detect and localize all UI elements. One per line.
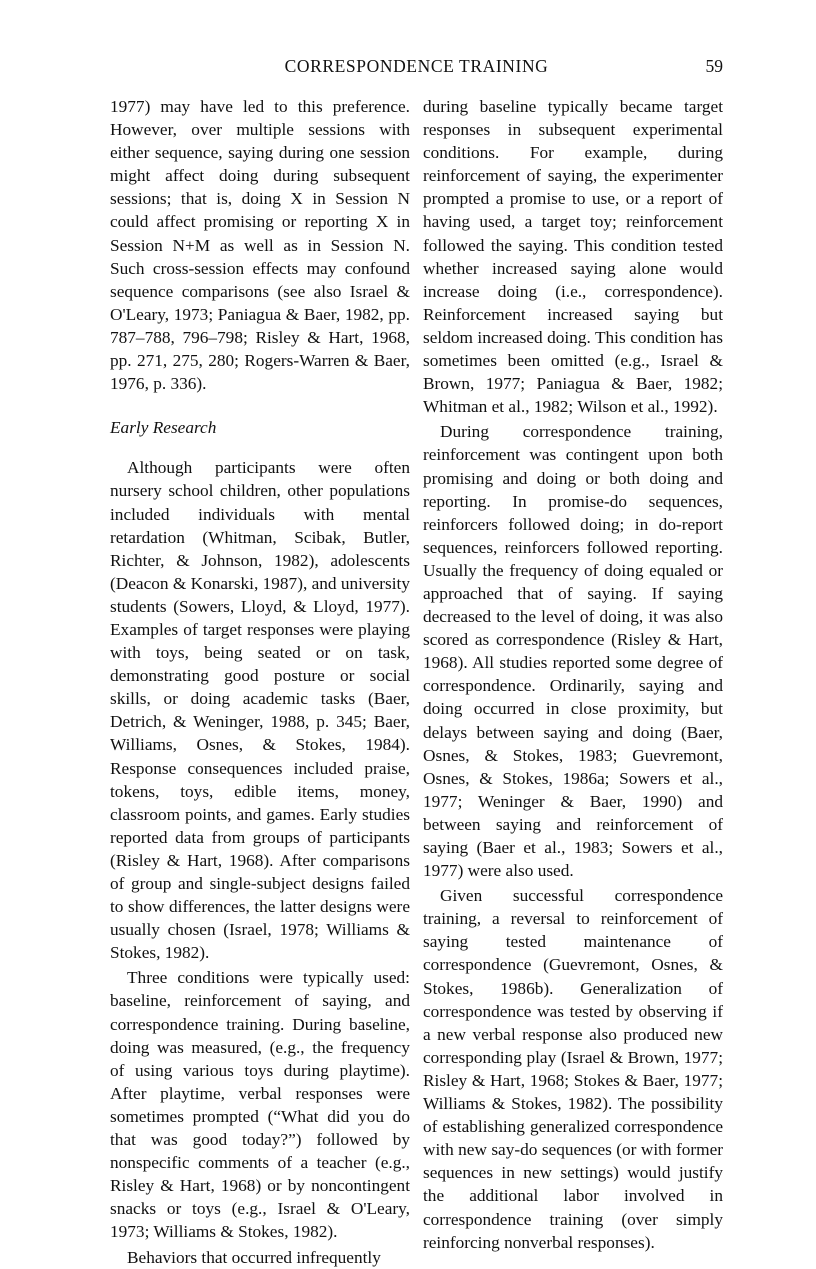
paragraph-behaviors: Behaviors that occurred infrequently bbox=[127, 1247, 381, 1267]
section-heading-early-research: Early Research bbox=[110, 418, 217, 438]
paragraph-three-conditions: Three conditions were typically used: baseline, reinforcement of saying, and correspondence training. During baseline, doing was measured, (e.g., the frequency of using various toys during playtime). After playtime, verbal responses were sometimes prompted (“What did you do that was good today?”) followed by nonspecific comments of a teacher (e.g., Risley & Hart, 1968) or by noncontingent snacks or toys (e.g., Israel & O'Leary, 1973; Williams & Stokes, 1982). bbox=[110, 968, 410, 1242]
paragraph-baseline-continued: during baseline typically became target responses in subsequent experimental conditions. For example, during reinforcement of saying, the experimenter prompted a promise to use, or a report of having used, a target toy; reinforcement followed the saying. This condition tested whether increased saying alone would increase doing (i.e., correspondence). Reinforcement increased saying but seldom increased doing. This condition has sometimes been omitted (e.g., Israel & Brown, 1977; Paniagua & Baer, 1982; Whitman et al., 1982; Wilson et al., 1992). bbox=[423, 97, 723, 417]
running-head bbox=[110, 56, 723, 80]
left-column bbox=[110, 95, 410, 1269]
paragraph-participants: Although participants were often nursery school children, other populations included individuals with mental retardation (Whitman, Scibak, Butler, Richter, & Johnson, 1982), adolescents (Deacon & Konarski, 1987), and university students (Sowers, Lloyd, & Lloyd, 1977). Examples of target responses were playing with toys, being seated or on task, demonstrating good posture or social skills, or doing academic tasks (Baer, Detrich, & Weninger, 1988, p. 345; Baer, Williams, Osnes, & Stokes, 1984). Response consequences included praise, tokens, toys, edible items, money, classroom points, and games. Early studies reported data from groups of participants (Risley & Hart, 1968). After comparisons of group and single-subject designs failed to show differences, the latter designs were usually chosen (Israel, 1978; Williams & Stokes, 1982). bbox=[110, 458, 410, 963]
running-head-title: CORRESPONDENCE TRAINING bbox=[284, 56, 549, 76]
spacer bbox=[110, 395, 410, 416]
spacer bbox=[110, 439, 410, 456]
paragraph-generalization: Given successful correspondence training, a reversal to reinforcement of saying tested maintenance of correspondence (Guevremont, Osnes, & Stokes, 1986b). Generalization of correspondence was tested by observing if a new verbal response also produced new corresponding play (Israel & Brown, 1977; Risley & Hart, 1968; Stokes & Baer, 1977; Williams & Stokes, 1982). The possibility of establishing generalized correspondence with new say-do sequences (or with former sequences in new settings) would justify the additional labor involved in correspondence training (over simply reinforcing nonverbal responses). bbox=[423, 886, 723, 1252]
right-column bbox=[423, 95, 723, 1254]
paragraph-continued: 1977) may have led to this preference. However, over multiple sessions with either sequence, saying during one session might affect doing during subsequent sessions; that is, doing X in Session N could affect promising or reporting X in Session N+M as well as in Session N. Such cross-session effects may confound sequence comparisons (see also Israel & O'Leary, 1973; Paniagua & Baer, 1982, pp. 787–788, 796–798; Risley & Hart, 1968, pp. 271, 275, 280; Rogers-Warren & Baer, 1976, p. 336). bbox=[110, 97, 410, 394]
page-number: 59 bbox=[705, 56, 723, 76]
paragraph-correspondence-training: During correspondence training, reinforcement was contingent upon both promising and doing or both doing and reporting. In promise-do sequences, reinforcers followed doing; in do-report sequences, reinforcers followed reporting. Usually the frequency of doing equaled or approached that of saying. If saying decreased to the level of doing, it was also scored as correspondence (Risley & Hart, 1968). All studies reported some degree of correspondence. Ordinarily, saying and doing occurred in close proximity, but delays between saying and doing (Baer, Osnes, & Stokes, 1983; Guevremont, Osnes, & Stokes, 1986a; Sowers et al., 1977; Weninger & Baer, 1990) and between saying and reinforcement of saying (Baer et al., 1983; Sowers et al., 1977) were also used. bbox=[423, 422, 723, 881]
